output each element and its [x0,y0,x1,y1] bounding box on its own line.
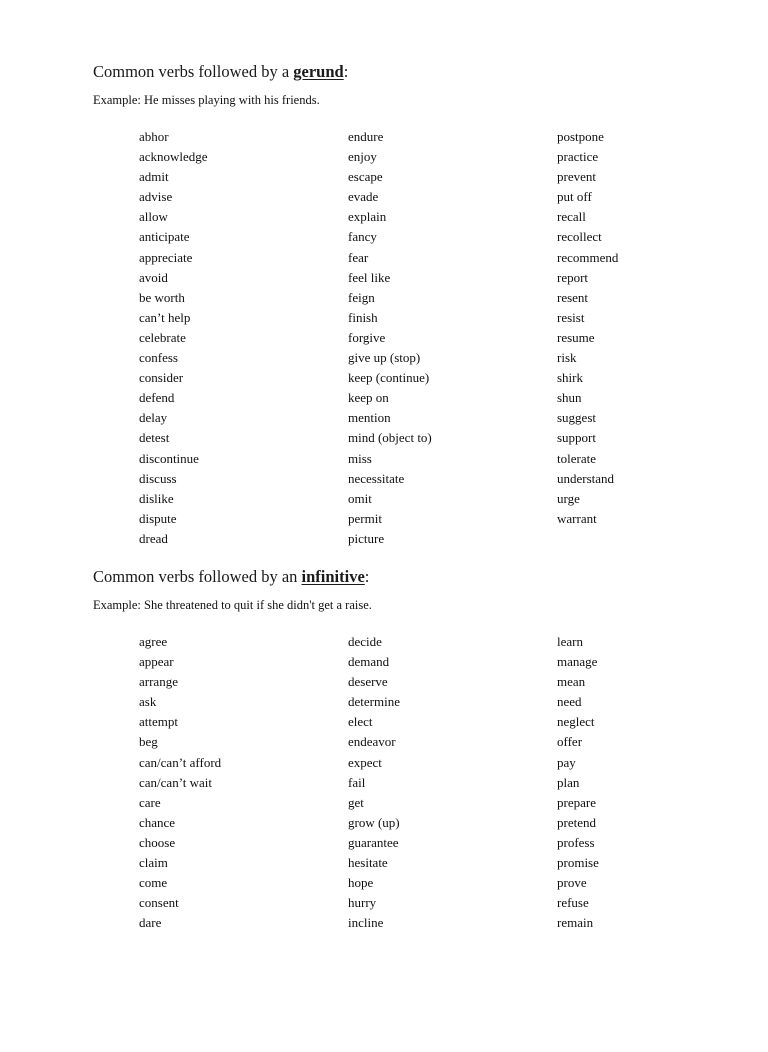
verb-item: come [139,875,168,891]
gerund-verb-column-2 [348,127,548,549]
verb-item: anticipate [139,229,190,245]
verb-item: pretend [557,814,596,830]
verb-item: keep on [348,390,389,406]
gerund-verb-column-1 [139,127,339,549]
verb-item: mind (object to) [348,430,432,446]
infinitive-verb-column-1 [139,632,339,933]
verb-item: admit [139,169,169,185]
gerund-example: Example: He misses playing with his friends. [93,93,320,107]
gerund-heading [93,62,733,82]
verb-item: dispute [139,510,177,526]
verb-item: defend [139,390,175,406]
verb-item: attempt [139,714,178,730]
verb-item: mention [348,410,391,426]
verb-item: permit [348,510,382,526]
verb-item: picture [348,530,385,546]
verb-item: manage [557,654,598,670]
verb-item: grow (up) [348,814,400,830]
verb-item: profess [557,834,595,850]
gerund-heading-prefix: Common verbs followed by a [93,62,294,81]
verb-item: urge [557,490,580,506]
verb-item: fail [348,774,366,790]
verb-item: guarantee [348,834,399,850]
verb-item: plan [557,774,580,790]
verb-item: recommend [557,249,619,265]
verb-item: dislike [139,490,174,506]
verb-item: discuss [139,470,177,486]
verb-item: beg [139,734,158,750]
verb-item: feign [348,289,375,305]
verb-item: expect [348,754,382,770]
verb-item: forgive [348,329,386,345]
verb-item: necessitate [348,470,405,486]
verb-item: determine [348,694,400,710]
verb-item: delay [139,410,168,426]
verb-item: fear [348,249,369,265]
verb-item: understand [557,470,615,486]
infinitive-heading-prefix: Common verbs followed by an [93,567,302,586]
verb-item: postpone [557,129,604,144]
verb-item: practice [557,149,599,165]
verb-item: prevent [557,169,596,185]
verb-item: consider [139,370,184,386]
verb-item: celebrate [139,329,186,345]
verb-item: promise [557,855,599,871]
verb-item: deserve [348,674,388,690]
verb-item: demand [348,654,390,670]
gerund-verb-column-3 [557,127,757,529]
verb-item: refuse [557,895,589,911]
verb-item: report [557,269,589,285]
verb-item: omit [348,490,372,506]
verb-item: remain [557,915,594,931]
verb-item: finish [348,309,378,325]
verb-item: fancy [348,229,377,245]
verb-item: neglect [557,714,595,730]
verb-item: explain [348,209,387,225]
verb-item: keep (continue) [348,370,430,386]
verb-item: resume [557,329,595,345]
verb-item: prepare [557,794,596,810]
verb-item: detest [139,430,170,446]
verb-item: claim [139,855,168,871]
verb-item: recall [557,209,586,225]
verb-item: mean [557,674,586,690]
infinitive-verb-columns [139,632,733,1052]
verb-item: appreciate [139,249,193,265]
verb-item: can/can’t afford [139,754,222,770]
verb-item: feel like [348,269,391,285]
verb-item: care [139,794,161,810]
verb-item: shun [557,390,582,406]
verb-item: pay [557,754,576,770]
gerund-heading-keyword: gerund [293,62,344,81]
verb-item: ask [139,694,157,710]
verb-item: evade [348,189,379,205]
verb-item: support [557,430,596,446]
verb-item: hurry [348,895,377,911]
verb-item: suggest [557,410,596,426]
verb-item: allow [139,209,168,225]
infinitive-heading-suffix: : [364,567,370,586]
infinitive-heading [93,567,733,587]
verb-item: dare [139,915,162,931]
infinitive-example: Example: She threatened to quit if she didn't get a raise. [93,598,372,612]
verb-item: learn [557,634,583,649]
verb-item: can/can’t wait [139,774,213,790]
verb-item: resist [557,309,585,325]
verb-item: miss [348,450,372,466]
verb-item: hope [348,875,374,891]
verb-item: avoid [139,269,168,285]
verb-item: arrange [139,674,178,690]
gerund-section [93,62,733,547]
verb-item: warrant [557,510,597,526]
verb-item: discontinue [139,450,199,466]
verb-item: consent [139,895,179,911]
verb-item: risk [557,350,577,366]
verb-item: acknowledge [139,149,208,165]
verb-item: get [348,794,364,810]
verb-item: shirk [557,370,583,386]
verb-item: give up (stop) [348,350,421,366]
verb-item: need [557,694,582,710]
verb-item: advise [139,189,173,205]
infinitive-heading-keyword: infinitive [301,567,365,586]
verb-item: put off [557,189,592,205]
infinitive-section [93,567,733,1052]
verb-item: escape [348,169,383,185]
verb-item: chance [139,814,176,830]
gerund-heading-suffix: : [343,62,349,81]
verb-item: prove [557,875,587,891]
infinitive-verb-column-3 [557,632,757,933]
verb-item: endeavor [348,734,396,750]
verb-item: offer [557,734,583,750]
verb-item: can’t help [139,309,191,325]
verb-item: incline [348,915,384,931]
verb-item: resent [557,289,589,305]
verb-item: confess [139,350,178,366]
verb-item: enjoy [348,149,377,165]
verb-item: endure [348,129,384,144]
verb-item: appear [139,654,174,670]
verb-item: elect [348,714,373,730]
verb-item: choose [139,834,176,850]
gerund-verb-columns [139,127,733,547]
infinitive-verb-column-2 [348,632,548,933]
verb-item: hesitate [348,855,388,871]
verb-item: decide [348,634,382,649]
verb-item: recollect [557,229,602,245]
verb-item: agree [139,634,168,649]
verb-item: tolerate [557,450,596,466]
verb-item: be worth [139,289,185,305]
verb-item: abhor [139,129,169,144]
verb-item: dread [139,530,168,546]
